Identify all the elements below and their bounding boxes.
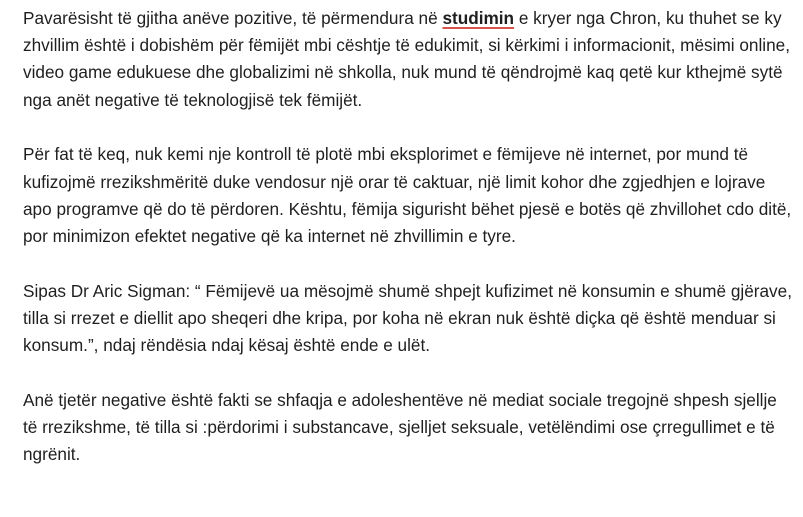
paragraph-1-text-before-link: Pavarësisht të gjitha anëve pozitive, të përmendura në xyxy=(23,8,443,28)
studimin-link[interactable]: studimin xyxy=(442,8,515,28)
article-paragraph-1 xyxy=(23,5,793,114)
article-paragraph-4: Anë tjetër negative është fakti se shfaqja e adoleshentëve në mediat sociale tregojnë shpesh sjellje të rrezikshme, të tilla si :përdorimi i substancave, sjelljet seksuale, vetëlëndimi ose çrregullimet e të ngrënit. xyxy=(23,390,777,465)
paragraph-1-text-after-link: e kryer nga Chron, ku thuhet se ky zhvillim është i dobishëm për fëmijët mbi cështje të edukimit, si kërkimi i informacionit, mësimi online, video game edukuese dhe globalizimi në shkolla, nuk mund të qëndrojmë kaq qetë kur kthejmë sytë nga anët negative të teknologjisë tek fëmijët. xyxy=(23,8,791,110)
article-paragraph-2: Për fat të keq, nuk kemi nje kontroll të plotë mbi eksplorimet e fëmijeve në internet, por mund të kufizojmë rrezikshmëritë duke vendosur një orar të caktuar, një limit kohor dhe zgjedhjen e lojrave apo programve që do të përdoren. Kështu, fëmija sigurisht bëhet pjesë e botës që zhvillohet cdo ditë, por minimizon efektet negative që ka internet në zhvillimin e tyre. xyxy=(23,144,792,247)
article-body xyxy=(23,5,793,469)
article-paragraph-3: Sipas Dr Aric Sigman: “ Fëmijevë ua mësojmë shumë shpejt kufizimet në konsumin e shumë gjërave, tilla si rrezet e diellit apo sheqeri dhe kripa, por koha në ekran nuk është diçka që është menduar si konsum.”, ndaj rëndësia ndaj kësaj është ende e ulët. xyxy=(23,280,792,356)
